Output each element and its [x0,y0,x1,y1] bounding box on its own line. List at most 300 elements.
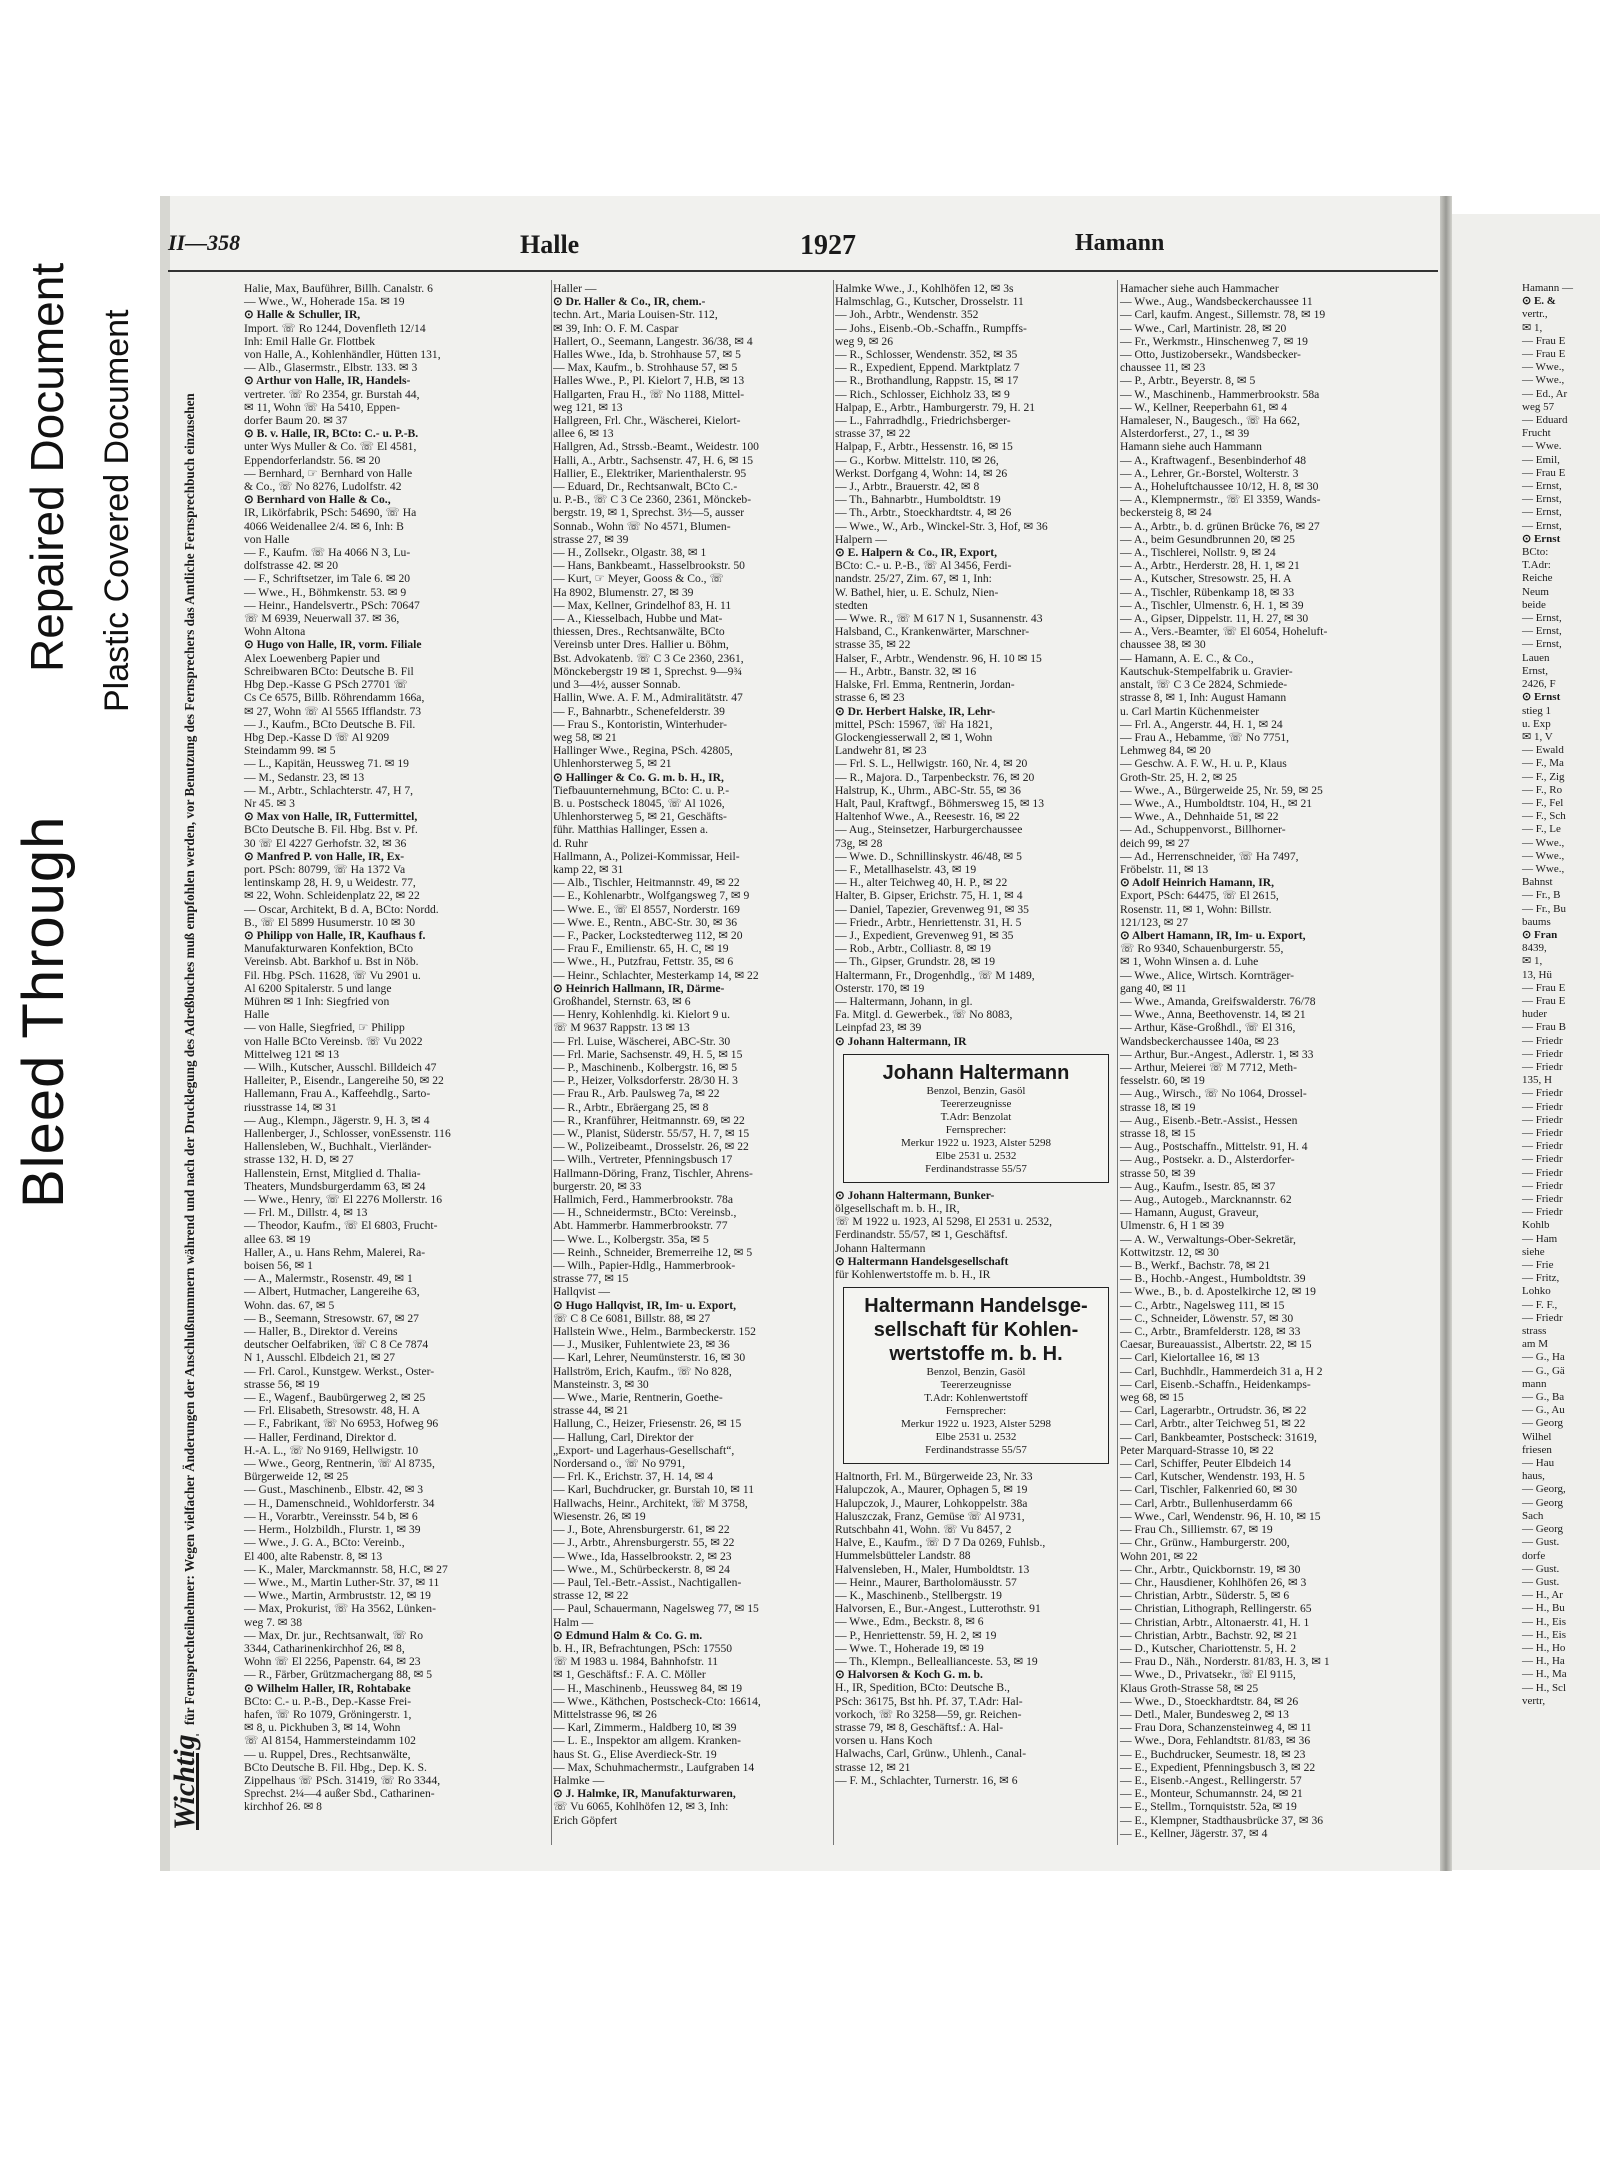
directory-entry: Al 6200 Spitalerstr. 5 und lange [244,981,392,995]
directory-entry: Halve, E., Kaufm., ☏ D 7 Da 0269, Fuhlsb., [835,1536,1046,1550]
directory-entry: — Th., Gipser, Grundstr. 28, ✉ 19 [835,955,996,969]
directory-entry: Groth-Str. 25, H. 2, ✉ 25 [1120,770,1237,784]
directory-entry: — Daniel, Tapezier, Grevenweg 91, ✉ 35 [835,902,1029,916]
directory-entry: Vereinsb unter Dres. Hallier u. Böhm, [553,638,729,652]
directory-entry: Haltenhof Wwe., A., Reesestr. 16, ✉ 22 [835,810,1020,824]
directory-entry: Sach [1522,1509,1544,1522]
directory-entry: chaussee 11, ✉ 23 [1120,361,1206,375]
directory-entry: baums [1522,915,1551,928]
directory-entry: huder [1522,1008,1548,1021]
directory-entry: kamp 22, ✉ 31 [553,862,624,876]
directory-entry: ⊙ Hugo von Halle, IR, vorm. Filiale [244,638,422,652]
directory-entry: weg 68, ✉ 15 [1120,1391,1184,1405]
directory-entry: B., ☏ El 5899 Husumerstr. 10 ✉ 30 [244,915,416,929]
directory-entry: Hallert, O., Seemann, Langestr. 36/38, ✉ 4 [553,334,753,348]
directory-entry: — Alb., Glasermstr., Elbstr. 133. ✉ 3 [244,361,418,375]
directory-entry: — Ernst, [1522,519,1562,532]
directory-entry: — F., Packer, Lockstedterweg 112, ✉ 20 [553,928,743,942]
directory-entry: — A., Arbtr., b. d. grünen Brücke 76, ✉ 27 [1120,519,1320,533]
directory-entry: ⊙ Albert Hamann, IR, Im- u. Export, [1120,928,1306,942]
directory-entry: Landwehr 81, ✉ 23 [835,744,927,758]
directory-entry: — Gust., Maschinenb., Elbstr. 42, ✉ 3 [244,1483,424,1497]
directory-entry: b. H., IR, Befrachtungen, PSch: 17550 [553,1641,733,1655]
directory-entry: — Wwe., [1522,836,1565,849]
directory-entry: — Frau S., Kontoristin, Winterhuder- [553,717,727,731]
directory-entry: Hallmich, Ferd., Hammerbrookstr. 78a [553,1193,733,1207]
directory-entry: — Joh., Arbtr., Wendenstr. 352 [835,308,979,322]
directory-entry: Wiesenstr. 26, ✉ 19 [553,1509,646,1523]
directory-entry: Hallung, C., Heizer, Friesenstr. 26, ✉ 15 [553,1417,742,1431]
directory-entry: — Eduard [1522,414,1568,427]
directory-entry: Frucht [1522,427,1551,440]
directory-entry: ☏ M 1983 u. 1984, Bahnhofstr. 11 [553,1655,719,1669]
directory-entry: mann [1522,1377,1547,1390]
directory-entry: — Friedr [1522,1127,1563,1139]
directory-entry: Hallemann, Frau A., Kaffeehdlg., Sarto- [244,1087,431,1101]
directory-entry: riusstrasse 14, ✉ 31 [244,1100,337,1114]
directory-entry: Kohlb [1522,1219,1550,1232]
directory-entry: Alsterdorferst., 27, 1., ✉ 39 [1120,427,1250,441]
directory-entry: ☏ Vu 6065, Kohlhöfen 12, ✉ 3, Inh: [553,1800,729,1814]
directory-entry: Fil. Hbg. PSch. 11628, ☏ Vu 2901 u. [244,968,421,982]
directory-entry: — M., Sedanstr. 23, ✉ 13 [244,770,365,784]
directory-entry: Hallström, Erich, Kaufm., ☏ No 828, [553,1364,732,1378]
directory-entry: ☏ M 1922 u. 1923, Al 5298, El 2531 u. 2532, [835,1215,1053,1229]
directory-entry: Inh: Emil Halle Gr. Flottbek [244,334,376,348]
advertisement-line: Elbe 2531 u. 2532 [935,1431,1017,1444]
header-rule [168,270,1438,272]
directory-entry: — Georg [1522,1496,1564,1509]
directory-entry: — Wwe., [1522,374,1565,387]
directory-entry: Hamann — [1522,282,1574,294]
directory-entry: Mönckebergstr 19 ✉ 1, Sprechst. 9—9¾ [553,664,743,678]
directory-entry: — Arthur, Meierei ☏ M 7712, Meth- [1120,1060,1297,1074]
directory-entry: — C., Arbtr., Nagelsweg 111, ✉ 15 [1120,1298,1285,1312]
directory-entry: ✉ 1, Wohn Winsen a. d. Luhe [1120,955,1259,969]
directory-entry: PSch: 36175, Bst hh. Pf. 37, T.Adr: Hal- [835,1694,1023,1708]
directory-entry: u. Exp [1522,717,1551,730]
directory-entry: — P., Arbtr., Beyerstr. 8, ✉ 5 [1120,374,1256,388]
directory-entry: Klaus Groth-Strasse 58, ✉ 25 [1120,1681,1259,1695]
directory-entry: Halleiter, P., Eisendr., Langereihe 50, ✉ 22 [244,1074,444,1088]
directory-entry: Hamaleser, N., Baugesch., ☏ Ha 662, [1120,414,1300,428]
directory-entry: — Wwe., Dora, Fehlandtstr. 81/83, ✉ 36 [1120,1734,1311,1748]
directory-entry: haus St. G., Elise Averdieck-Str. 19 [553,1747,717,1761]
directory-entry: u. P.-B., ☏ C 3 Ce 2360, 2361, Mönckeb- [553,493,752,507]
directory-entry: und 3—4½, ausser Sonnab. [553,678,681,692]
advertisement-line: Fernsprecher: [945,1405,1007,1418]
directory-entry: ⊙ Adolf Heinrich Hamann, IR, [1120,876,1275,890]
directory-entry: ☏ M 9637 Rappstr. 13 ✉ 13 [553,1021,690,1035]
directory-entry: — Th., Arbtr., Stoeckhardtstr. 4, ✉ 26 [835,506,1012,520]
directory-entry: ⊙ Manfred P. von Halle, IR, Ex- [244,849,405,863]
directory-entry: — Reinh., Schneider, Bremerreihe 12, ✉ 5 [553,1245,753,1259]
advertisement-line: Benzol, Benzin, Gasöl [926,1366,1026,1379]
directory-entry: — Friedr [1522,1047,1563,1060]
directory-entry: — W., Maschinenb., Hammerbrookstr. 58a [1120,387,1320,401]
directory-entry: — D., Kutscher, Chariottenstr. 5, H. 2 [1120,1641,1296,1655]
directory-entry: — A., beim Gesundbrunnen 20, ✉ 25 [1120,532,1295,546]
directory-entry: — Wwe., Amanda, Greifswalderstr. 76/78 [1120,994,1316,1008]
directory-entry: ✉ 1, [1522,321,1543,334]
directory-entry: — J., Expedient, Grevenweg 91, ✉ 35 [835,928,1014,942]
directory-entry: — Paul, Tel.-Betr.-Assist., Nachtigallen- [553,1575,742,1589]
directory-entry: burgerstr. 20, ✉ 33 [553,1179,642,1193]
directory-entry: Wohn. das. 67, ✉ 5 [244,1298,335,1312]
directory-entry: Neum [1522,585,1549,598]
directory-entry: Halmke Wwe., J., Kohlhöfen 12, ✉ 3s [835,282,1014,295]
directory-entry: — Chr., Arbtr., Quickbornstr. 19, ✉ 30 [1120,1562,1301,1576]
directory-entry: — Oscar, Architekt, B d. A, BCto: Nordd. [244,902,439,916]
page-number: II—358 [168,230,241,255]
directory-entry: Import. ☏ Ro 1244, Dovenfleth 12/14 [244,321,426,335]
directory-entry: — Frl. K., Erichstr. 37, H. 14, ✉ 4 [553,1470,714,1484]
directory-entry: vorsen u. Hans Koch [835,1734,933,1748]
directory-entry: — Ernst, [1522,638,1562,651]
directory-entry: — Fr., Werkmstr., Hinschenweg 7, ✉ 19 [1120,334,1308,348]
directory-entry: 3344, Catharinenkirchhof 26, ✉ 8, [244,1641,405,1655]
directory-entry: — Heinr., Maurer, Bartholomäusstr. 57 [835,1575,1017,1589]
directory-entry: — Wwe., M., Schürbeckerstr. 8, ✉ 24 [553,1562,730,1576]
directory-entry: vertr., [1522,308,1548,321]
directory-entry: Halpap, F., Arbtr., Hessenstr. 16, ✉ 15 [835,440,1013,454]
directory-entry: von Halle [244,532,290,546]
directory-entry: — Carl, Eisenb.-Schaffn., Heidenkamps- [1120,1377,1311,1391]
directory-entry: Halstrup, K., Uhrm., ABC-Str. 55, ✉ 36 [835,783,1021,797]
directory-entry: — Ernst, [1522,493,1562,506]
directory-entry: ⊙ B. v. Halle, IR, BCto: C.- u. P.-B. [244,427,419,441]
directory-entry: Uhlenhorsterweg 5, ✉ 21 [553,757,672,771]
directory-entry: — A., Tischlerei, Nollstr. 9, ✉ 24 [1120,546,1276,560]
directory-entry: weg 58, ✉ 21 [553,730,617,744]
directory-entry: Export, PSch: 64475, ☏ El 2615, [1120,889,1279,903]
stamp-repaired-document: Repaired Document [21,262,73,672]
advertisement-box [843,1054,1109,1183]
directory-entry: Bst. Advokatenb. ☏ C 3 Ce 2360, 2361, [553,651,744,665]
directory-entry: — Karl, Zimmerm., Haldberg 10, ✉ 39 [553,1721,737,1735]
directory-entry: weg 9, ✉ 26 [835,334,894,348]
directory-entry: d. Ruhr [553,836,588,850]
directory-entry: ⊙ Dr. Herbert Halske, IR, Lehr- [835,704,996,718]
directory-entry: Abt. Hammerbr. Hammerbrookstr. 77 [553,1219,728,1233]
directory-entry: Cs Ce 6575, Billb. Röhrendamm 166a, [244,691,425,705]
directory-entry: — Gust. [1522,1536,1560,1549]
directory-entry: — H., Zollsekr., Olgastr. 38, ✉ 1 [553,546,707,560]
directory-entry: — Wwe., [1522,862,1565,875]
directory-entry: Hamacher siehe auch Hammacher [1120,282,1279,295]
directory-entry: — Max, Prokurist, ☏ Ha 3562, Lünken- [244,1602,436,1616]
directory-entry: — F. F., [1522,1298,1558,1311]
directory-entry: N 1, Ausschl. Elbdeich 21, ✉ 27 [244,1351,396,1365]
directory-entry: Glockengiesserwall 2, ✉ 1, Wohn [835,730,993,744]
directory-entry: — F., Sch [1522,810,1566,823]
directory-entry: — P., Maschinenb., Kolbergstr. 16, ✉ 5 [553,1060,738,1074]
directory-entry: & Co., ☏ No 8276, Ludolfstr. 42 [244,480,402,494]
directory-entry: chaussee 38, ✉ 30 [1120,638,1206,652]
directory-entry: — F., Schriftsetzer, im Tale 6. ✉ 20 [244,572,411,586]
directory-entry: — A., Gipser, Dippelstr. 11, H. 27, ✉ 30 [1120,612,1309,626]
directory-entry: — Wwe., W., Arb., Winckel-Str. 3, Hof, ✉ 36 [835,519,1048,533]
directory-entry: — E., Klempner, Stadthausbrücke 37, ✉ 36 [1120,1813,1324,1827]
directory-entry: Mühren ✉ 1 Inh: Siegfried von [244,994,390,1008]
directory-entry: Uhlenhorsterweg 5, ✉ 21, Geschäfts- [553,810,727,824]
directory-entry: — Wwe., J. G. A., BCto: Vereinb., [244,1536,405,1550]
directory-entry: ⊙ J. Halmke, IR, Manufakturwaren, [553,1787,736,1801]
directory-entry: strasse 18, ✉ 15 [1120,1127,1196,1140]
directory-entry: Halpap, E., Arbtr., Hamburgerstr. 79, H. 21 [835,400,1036,414]
directory-entry: — Wwe., H., Putzfrau, Fettstr. 35, ✉ 6 [553,955,734,969]
directory-entry: Halles Wwe., P., Pl. Kielort 7, H.B, ✉ 13 [553,374,745,388]
directory-entry: weg 7. ✉ 38 [244,1615,303,1629]
directory-entry: Ulmenstr. 6, H 1 ✉ 39 [1120,1219,1225,1233]
directory-entry: — G., Ha [1522,1351,1565,1364]
directory-entry: siehe [1522,1245,1545,1258]
directory-entry: — Aug., Eisenb.-Betr.-Assist., Hessen [1120,1113,1298,1127]
directory-entry: — A., Hoheluftchaussee 10/12, H. 8, ✉ 30 [1120,480,1319,494]
directory-entry: — Haltermann, Johann, in gl. [835,994,973,1008]
directory-entry: — Wwe., A., Humboldtstr. 104, H., ✉ 21 [1120,796,1313,810]
directory-entry: — Frl. A., Angerstr. 44, H. 1, ✉ 24 [1120,717,1283,731]
directory-entry: — Aug., Kaufm., Isestr. 85, ✉ 37 [1120,1179,1276,1193]
directory-entry: anstalt, ☏ C 3 Ce 2824, Schmiede- [1120,678,1288,692]
directory-entry: H.-A. L., ☏ No 9169, Hellwigstr. 10 [244,1443,419,1457]
directory-entry: — Heinr., Handelsvertr., PSch: 70647 [244,598,420,612]
directory-entry: Schreibwaren BCto: Deutsche B. Fil [244,664,414,678]
directory-entry: — Frau A., Hebamme, ☏ No 7751, [1120,730,1290,744]
directory-entry: Lauen [1522,651,1550,664]
directory-entry: ⊙ Philipp von Halle, IR, Kaufhaus f. [244,928,426,942]
directory-entry: Wohn 201, ✉ 22 [1120,1549,1198,1563]
directory-entry: — Emil, [1522,453,1560,466]
directory-entry: — Theodor, Kaufm., ☏ El 6803, Frucht- [244,1219,438,1233]
directory-entry: W. Bathel, hier, u. E. Schulz, Nien- [835,585,999,599]
directory-entry: strasse 12, ✉ 21 [835,1760,911,1774]
directory-entry: Lohko [1522,1285,1551,1298]
directory-entry: Alex Loewenberg Papier und [244,651,380,665]
directory-entry: ✉ 1, Geschäftsf.: F. A. C. Möller [553,1668,706,1682]
directory-entry: — Detl., Maler, Bundesweg 2, ✉ 13 [1120,1707,1289,1721]
directory-entry: Hallmann-Döring, Franz, Tischler, Ahrens- [553,1166,753,1180]
directory-entry: Erich Göpfert [553,1813,618,1827]
directory-entry: Hallqvist — [553,1285,611,1299]
directory-entry: Rosenstr. 11, ✉ 1, Wohn: Billstr. [1120,902,1272,916]
directory-entry: stedten [835,598,868,612]
directory-entry: — E., Eisenb.-Angest., Rellingerstr. 57 [1120,1773,1302,1787]
directory-entry: — Fr., Bu [1522,902,1567,915]
directory-entry: — Friedr [1522,1113,1563,1126]
directory-entry: — A., Klempnermstr., ☏ El 3359, Wands- [1120,493,1321,507]
directory-entry: — H., Eis [1522,1628,1566,1641]
directory-entry: — Carl, Kutscher, Wendenstr. 193, H. 5 [1120,1470,1305,1484]
directory-entry: ⊙ Dr. Haller & Co., IR, chem.- [553,295,706,309]
directory-entry: — Chr., Grünw., Hamburgerstr. 200, [1120,1536,1290,1550]
directory-entry: — Ernst, [1522,480,1562,493]
directory-entry: — H., Ha [1522,1655,1565,1668]
directory-entry: — H., Vorarbtr., Vereinsstr. 54 b, ✉ 6 [244,1509,418,1523]
directory-entry: — Aug., Steinsetzer, Harburgerchaussee [835,823,1023,837]
directory-entry: deich 99, ✉ 27 [1120,836,1190,850]
directory-entry: Halles Wwe., Ida, b. Strohhause 57, ✉ 5 [553,348,741,362]
directory-entry: Nordersand o., ☏ No 9791, [553,1457,686,1471]
directory-entry: — W., Polizeibeamt., Drosselstr. 26, ✉ 22 [553,1140,749,1154]
directory-entry: — W., Planist, Süderstr. 55/57, H. 7, ✉ 15 [553,1127,750,1140]
directory-entry: — L. E., Inspektor am allgem. Kranken- [553,1734,742,1748]
directory-entry: — Wwe., [1522,849,1565,862]
directory-entry: strasse 12, ✉ 22 [553,1589,629,1603]
directory-entry: — R., Kranführer, Heitmannstr. 69, ✉ 22 [553,1113,745,1127]
directory-entry: ✉ 22, Wohn. Schleidenplatz 22, ✉ 22 [244,889,420,903]
advertisement-title: Johann Haltermann [882,1061,1070,1084]
directory-entry: ⊙ Hugo Hallqvist, IR, Im- u. Export, [553,1298,736,1312]
directory-entry: — E., Monteur, Schumannstr. 24, ✉ 21 [1120,1787,1303,1801]
directory-entry: strasse 56, ✉ 19 [244,1377,320,1391]
advertisement-line: Teererzeugnisse [940,1379,1012,1392]
directory-entry: 4066 Weidenallee 2/4. ✉ 6, Inh: B [244,519,404,533]
directory-entry: — H., Schneidermstr., BCto: Vereinsb., [553,1206,737,1220]
directory-entry: — R., Färber, Grützmachergang 88, ✉ 5 [244,1668,433,1682]
directory-entry: strasse 77, ✉ 15 [553,1272,629,1286]
directory-entry: — Christian, Arbtr., Altonaerstr. 41, H. 1 [1120,1615,1310,1629]
directory-entry: — Christian, Arbtr., Süderstr. 5, ✉ 6 [1120,1589,1290,1603]
directory-entry: Haltnorth, Frl. M., Bürgerweide 23, Nr. 33 [835,1470,1033,1484]
directory-entry: — R., Schlosser, Wendenstr. 352, ✉ 35 [835,348,1018,362]
directory-entry: Steindamm 99. ✉ 5 [244,744,336,758]
directory-entry: — F., Metallhaselstr. 43, ✉ 19 [835,862,977,876]
directory-entry: — Frau E [1522,994,1566,1007]
directory-entry: ⊙ Max von Halle, IR, Futtermittel, [244,810,418,824]
directory-entry: — Wwe., D., Stoeckhardtstr. 84, ✉ 26 [1120,1694,1299,1708]
directory-entry: für Kohlenwertstoffe m. b. H., IR [835,1268,991,1281]
directory-entry: — H., Bu [1522,1602,1565,1615]
directory-entry: dorfer Baum 20. ✉ 37 [244,414,348,428]
advertisement-line: Merkur 1922 u. 1923, Alster 5298 [900,1136,1051,1149]
directory-entry: — Wilh., Papier-Hdlg., Hammerbrook- [553,1259,736,1273]
directory-entry: — F. M., Schlachter, Turnerstr. 16, ✉ 6 [835,1773,1018,1787]
directory-entry: Eppendorferlandstr. 56. ✉ 20 [244,453,381,467]
directory-entry: — Th., Bahnarbtr., Humboldtstr. 19 [835,493,1001,507]
directory-entry: — Ad., Schuppenvorst., Billhorner- [1120,823,1286,837]
directory-entry: — u. Ruppel, Dres., Rechtsanwälte, [244,1747,411,1761]
directory-entry: Halvensleben, H., Maler, Humboldtstr. 13 [835,1562,1030,1576]
directory-entry: — Hans, Bankbeamt., Hasselbrookstr. 50 [553,559,745,573]
directory-entry: von Halle, A., Kohlenhändler, Hütten 131, [244,348,441,362]
directory-entry: strasse 18, ✉ 19 [1120,1100,1196,1114]
directory-entry: — Arthur, Käse-Großhdl., ☏ El 316, [1120,1021,1296,1035]
directory-entry: — Frau E [1522,334,1566,347]
directory-entry: 135, H [1522,1074,1552,1087]
stamp-bleed-through: Bleed Through [11,815,76,1208]
directory-entry: — Frl. Elisabeth, Stresowstr. 48, H. A [244,1404,421,1418]
sidebar-keyword: Wichtig [168,1734,201,1830]
directory-entry: lentinskamp 28, H. 9, u Weidestr. 77, [244,876,416,890]
directory-entry: — G., Au [1522,1404,1565,1417]
directory-entry: unter Wys Muller & Co. ☏ El 4581, [244,440,417,454]
column-divider [833,280,834,1845]
directory-entry: — Chr., Hausdiener, Kohlhöfen 26, ✉ 3 [1120,1575,1307,1589]
directory-entry: — Wwe., Martin, Armbruststr. 12, ✉ 19 [244,1589,431,1603]
directory-entry: — Frau E [1522,348,1566,361]
page-year: 1927 [800,230,856,261]
directory-entry: — Haller, B., Direktor d. Vereins [244,1325,398,1339]
directory-entry: fesselstr. 60, ✉ 19 [1120,1074,1205,1088]
directory-entry: — Wwe. T., Hoherade 19, ✉ 19 [835,1641,984,1655]
directory-entry: — E., Expedient, Pfenningsbusch 3, ✉ 22 [1120,1760,1316,1774]
directory-entry: Johann Haltermann [835,1241,926,1255]
directory-entry: — Frie [1522,1259,1554,1272]
directory-entry: am M [1522,1338,1548,1351]
directory-entry: Zippelhaus ☏ PSch. 31419, ☏ Ro 3344, [244,1773,441,1787]
directory-entry: Wilhel [1522,1430,1552,1443]
directory-entry: — K., Maschinenb., Stellbergstr. 19 [835,1589,1002,1603]
directory-entry: Halvorsen, E., Bur.-Angest., Lutterothstr. 91 [835,1602,1041,1616]
directory-entry: Ha 8902, Blumenstr. 27, ✉ 39 [553,585,694,599]
directory-entry: — M., Arbtr., Schlachterstr. 47, H 7, [244,783,414,797]
directory-entry: — J., Bote, Ahrensburgerstr. 61, ✉ 22 [553,1523,730,1537]
directory-column-4 [1120,282,1438,1842]
directory-entry: Hamann siehe auch Hammann [1120,440,1262,454]
directory-entry: — Wilh., Kutscher, Ausschl. Billdeich 47 [244,1060,437,1074]
directory-entry: — Frau E [1522,981,1566,994]
directory-entry: — Frau Dora, Schanzensteinweg 4, ✉ 11 [1120,1721,1312,1735]
directory-entry: Hallmann, A., Polizei-Kommissar, Heil- [553,849,740,863]
directory-entry: ☏ Ro 9340, Schauenburgerstr. 55, [1120,942,1284,956]
directory-entry: — Wwe., B., b. d. Apostelkirche 12, ✉ 19 [1120,1285,1316,1299]
directory-entry: port. PSch: 80799, ☏ Ha 1372 Va [244,862,406,876]
directory-entry: — Wwe., Ida, Hasselbrookstr. 2, ✉ 23 [553,1549,732,1563]
directory-entry: — Friedr [1522,1206,1563,1219]
directory-entry: Halske, Frl. Emma, Rentnerin, Jordan- [835,678,1015,692]
directory-column-1 [244,282,556,1842]
directory-entry: ⊙ Johann Haltermann, IR [835,1034,967,1048]
advertisement-box [843,1287,1109,1464]
directory-entry: — Christian, Lithograph, Rellingerstr. 65 [1120,1602,1312,1616]
directory-entry: ⊙ Halle & Schuller, IR, [244,308,361,322]
directory-entry: — Friedr [1522,1166,1563,1179]
directory-entry: — Th., Klempn., Belleallianceste. 53, ✉ 19 [835,1655,1038,1669]
directory-entry: — W., Kellner, Reeperbahn 61, ✉ 4 [1120,400,1288,414]
directory-entry: — Wwe., A., Bürgerweide 25, Nr. 59, ✉ 25 [1120,783,1323,797]
directory-entry: — Carl, Buchhdlr., Hammerdeich 31 a, H 2 [1120,1364,1323,1378]
directory-entry: Theaters, Mundsburgerdamm 63, ✉ 24 [244,1179,426,1193]
directory-entry: — von Halle, Siegfried, ☞ Philipp [244,1021,405,1035]
directory-entry: — Frau D., Näh., Norderstr. 81/83, H. 3, ✉ 1 [1120,1655,1330,1669]
directory-entry: — Arthur, Bur.-Angest., Adlerstr. 1, ✉ 33 [1120,1047,1314,1061]
directory-entry: allee 6, ✉ 13 [553,427,614,441]
directory-entry: — Frl. M., Dillstr. 4, ✉ 13 [244,1206,368,1220]
directory-entry: ⊙ Bernhard von Halle & Co., [244,493,391,507]
sidebar-notice [168,280,240,1840]
directory-entry: — A., Lehrer, Gr.-Borstel, Wolterstr. 3 [1120,466,1299,480]
directory-entry: Peter Marquard-Strasse 10, ✉ 22 [1120,1443,1274,1457]
directory-entry: — B., Hochb.-Angest., Humboldtstr. 39 [1120,1272,1306,1286]
page-running-name: Hamann [1075,230,1165,256]
directory-entry: friesen [1522,1443,1552,1456]
directory-entry: — Wwe. D., Schnillinskystr. 46/48, ✉ 5 [835,849,1022,863]
directory-entry: — Friedr [1522,1060,1563,1073]
directory-entry: Hallier, E., Elektriker, Marienthalerstr. 95 [553,466,747,480]
directory-entry: deutscher Oelfabriken, ☏ C 8 Ce 7874 [244,1338,429,1352]
directory-entry: Rutschbahn 41, Wohn. ☏ Vu 8457, 2 [835,1523,1012,1537]
directory-entry: stieg 1 [1522,704,1552,717]
directory-entry: ⊙ Wilhelm Haller, IR, Rohtabake [244,1681,411,1695]
directory-entry: BCto Deutsche B. Fil. Hbg. Bst v. Pf. [244,823,418,837]
directory-entry: — B., Werkf., Bachstr. 78, ✉ 21 [1120,1259,1271,1273]
directory-entry: — A., Malermstr., Rosenstr. 49, ✉ 1 [244,1272,413,1286]
directory-entry: ⊙ Arthur von Halle, IR, Handels- [244,374,411,388]
directory-entry: Ferdinandstr. 55/57, ✉ 1, Geschäftsf. [835,1228,1008,1242]
directory-entry: — Max, Kellner, Grindelhof 83, H. 11 [553,598,732,612]
stamp-plastic-covered: Plastic Covered Document [98,309,136,712]
